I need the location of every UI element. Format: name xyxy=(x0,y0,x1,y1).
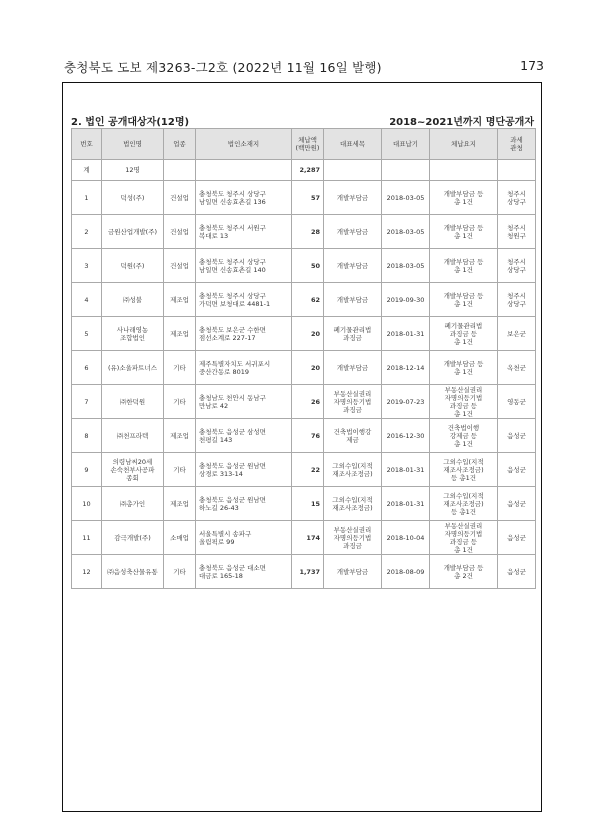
delinquent-amount: 76 xyxy=(292,419,324,453)
row-number: 5 xyxy=(72,317,102,351)
corp-address: 충청북도 음성군 원남면 하노길 26-43 xyxy=(196,487,292,521)
corp-address: 서울특별시 송파구 올림픽로 99 xyxy=(196,521,292,555)
delinquent-amount: 20 xyxy=(292,351,324,385)
corp-name: ㈜성불 xyxy=(102,283,164,317)
delinquency-summary: 건축법이행 강제금 등 총 1건 xyxy=(430,419,498,453)
delinquent-corporations-table xyxy=(71,128,536,589)
tax-item: 개발부담금 xyxy=(324,215,382,249)
due-date: 2019-07-23 xyxy=(382,385,430,419)
col-header: 대표세목 xyxy=(324,129,382,160)
col-header: 체납요지 xyxy=(430,129,498,160)
delinquent-amount: 1,737 xyxy=(292,555,324,589)
table-row xyxy=(72,249,536,283)
tax-office: 음성군 xyxy=(498,453,536,487)
delinquency-summary: 개발부담금 등 총 1건 xyxy=(430,283,498,317)
delinquent-amount: 50 xyxy=(292,249,324,283)
row-number: 12 xyxy=(72,555,102,589)
tax-office: 청주시 상당구 xyxy=(498,283,536,317)
row-number: 4 xyxy=(72,283,102,317)
corp-name: (유)소울파트너스 xyxy=(102,351,164,385)
row-number: 7 xyxy=(72,385,102,419)
table-row xyxy=(72,555,536,589)
col-header: 법인명 xyxy=(102,129,164,160)
tax-office: 영동군 xyxy=(498,385,536,419)
industry: 소매업 xyxy=(164,521,196,555)
table-row xyxy=(72,215,536,249)
tax-office: 보은군 xyxy=(498,317,536,351)
table-row xyxy=(72,487,536,521)
corp-address: 제주특별자치도 서귀포시 중산간동로 8019 xyxy=(196,351,292,385)
tax-item: 폐기물관리법 과징금 xyxy=(324,317,382,351)
delinquency-summary: 부동산실권리 자명의등기법 과징금 등 총 1건 xyxy=(430,385,498,419)
corp-name: ㈜한덕원 xyxy=(102,385,164,419)
tax-office: 음성군 xyxy=(498,419,536,453)
delinquent-amount: 57 xyxy=(292,181,324,215)
table-row xyxy=(72,521,536,555)
row-number: 11 xyxy=(72,521,102,555)
col-header: 번호 xyxy=(72,129,102,160)
due-date: 2016-12-30 xyxy=(382,419,430,453)
delinquency-summary: 개발부담금 등 총 1건 xyxy=(430,249,498,283)
tax-item: 그외수입(지적 재조사조정금) xyxy=(324,453,382,487)
due-date: 2018-01-31 xyxy=(382,317,430,351)
total-label: 계 xyxy=(72,160,102,181)
industry: 기타 xyxy=(164,555,196,589)
corp-address: 충청북도 음성군 대소면 대금로 165-18 xyxy=(196,555,292,589)
industry: 기타 xyxy=(164,385,196,419)
delinquency-summary: 그외수입(지적 재조사조정금) 등 총1건 xyxy=(430,487,498,521)
industry: 제조업 xyxy=(164,487,196,521)
col-header: 대표납기 xyxy=(382,129,430,160)
corp-address: 충청북도 음성군 삼성면 천평길 143 xyxy=(196,419,292,453)
row-number: 6 xyxy=(72,351,102,385)
due-date: 2019-09-30 xyxy=(382,283,430,317)
tax-office: 청주시 상당구 xyxy=(498,249,536,283)
page-header xyxy=(64,58,544,78)
section-title: 2. 법인 공개대상자(12명) xyxy=(71,117,190,128)
tax-item: 부동산실권리 자명의등기법 과징금 xyxy=(324,385,382,419)
tax-item: 개발부담금 xyxy=(324,351,382,385)
due-date: 2018-08-09 xyxy=(382,555,430,589)
tax-item: 개발부담금 xyxy=(324,283,382,317)
industry: 건설업 xyxy=(164,215,196,249)
industry: 건설업 xyxy=(164,181,196,215)
table-row xyxy=(72,351,536,385)
corp-name: 덕원(주) xyxy=(102,249,164,283)
corp-address: 충청북도 청주시 서원구 복대로 13 xyxy=(196,215,292,249)
tax-item: 개발부담금 xyxy=(324,181,382,215)
delinquency-summary: 개발부담금 등 총 1건 xyxy=(430,215,498,249)
tax-office: 옥천군 xyxy=(498,351,536,385)
col-header: 체납액 (백만원) xyxy=(292,129,324,160)
delinquency-summary: 개발부담금 등 총 1건 xyxy=(430,351,498,385)
total-row xyxy=(72,160,536,181)
corp-address: 충청북도 보은군 수한면 점선소계로 227-17 xyxy=(196,317,292,351)
delinquent-amount: 62 xyxy=(292,283,324,317)
corp-address: 충청북도 청주시 상당구 남일면 신송효촌길 140 xyxy=(196,249,292,283)
header-row xyxy=(72,129,536,160)
corp-name: 덕성(주) xyxy=(102,181,164,215)
total-amount: 2,287 xyxy=(292,160,324,181)
delinquency-summary: 폐기물관리법 과징금 등 총 1건 xyxy=(430,317,498,351)
due-date: 2018-03-05 xyxy=(382,215,430,249)
tax-item: 개발부담금 xyxy=(324,249,382,283)
industry: 제조업 xyxy=(164,419,196,453)
due-date: 2018-01-31 xyxy=(382,487,430,521)
row-number: 3 xyxy=(72,249,102,283)
col-header: 업종 xyxy=(164,129,196,160)
corp-address: 충청북도 청주시 상당구 가덕면 보청대로 4481-1 xyxy=(196,283,292,317)
col-header: 법인소재지 xyxy=(196,129,292,160)
table-row xyxy=(72,317,536,351)
row-number: 10 xyxy=(72,487,102,521)
due-date: 2018-03-05 xyxy=(382,181,430,215)
corp-name: 의령남씨20세 손숙천부사공파 종회 xyxy=(102,453,164,487)
tax-item: 부동산실권리 자명의등기법 과징금 xyxy=(324,521,382,555)
tax-item: 그외수입(지적 재조사조정금) xyxy=(324,487,382,521)
delinquent-amount: 28 xyxy=(292,215,324,249)
due-date: 2018-12-14 xyxy=(382,351,430,385)
delinquency-summary: 부동산실권리 자명의등기법 과징금 등 총 1건 xyxy=(430,521,498,555)
tax-office: 음성군 xyxy=(498,521,536,555)
table-row xyxy=(72,419,536,453)
corp-name: 사나래영농 조합법인 xyxy=(102,317,164,351)
corp-name: 금원산업개발(주) xyxy=(102,215,164,249)
delinquency-summary: 개발부담금 등 총 1건 xyxy=(430,181,498,215)
due-date: 2018-01-31 xyxy=(382,453,430,487)
page-number: 173 xyxy=(520,58,544,73)
tax-office: 청주시 청원구 xyxy=(498,215,536,249)
industry: 건설업 xyxy=(164,249,196,283)
table-row xyxy=(72,181,536,215)
tax-office: 청주시 상당구 xyxy=(498,181,536,215)
corp-name: ㈜천프라텍 xyxy=(102,419,164,453)
section-subtitle: 2018~2021년까지 명단공개자 xyxy=(389,117,534,128)
industry: 제조업 xyxy=(164,283,196,317)
delinquency-summary: 그외수입(지적 재조사조정금) 등 총1건 xyxy=(430,453,498,487)
tax-office: 음성군 xyxy=(498,555,536,589)
row-number: 8 xyxy=(72,419,102,453)
corp-name: ㈜총가인 xyxy=(102,487,164,521)
total-count: 12명 xyxy=(102,160,164,181)
delinquent-amount: 26 xyxy=(292,385,324,419)
corp-address: 충청북도 음성군 원남면 상경로 313-14 xyxy=(196,453,292,487)
gazette-title: 충청북도 도보 제3263-그2호 (2022년 11월 16일 발행) xyxy=(64,60,382,75)
due-date: 2018-03-05 xyxy=(382,249,430,283)
corp-name: ㈜음성축산물유통 xyxy=(102,555,164,589)
tax-item: 개발부담금 xyxy=(324,555,382,589)
industry: 제조업 xyxy=(164,317,196,351)
delinquency-summary: 개발부담금 등 총 2건 xyxy=(430,555,498,589)
delinquent-amount: 20 xyxy=(292,317,324,351)
col-header: 과세 관청 xyxy=(498,129,536,160)
table-row xyxy=(72,453,536,487)
table-row xyxy=(72,385,536,419)
row-number: 2 xyxy=(72,215,102,249)
delinquent-amount: 174 xyxy=(292,521,324,555)
row-number: 1 xyxy=(72,181,102,215)
table-row xyxy=(72,283,536,317)
corp-address: 충청북도 청주시 상당구 남일면 신송효촌길 136 xyxy=(196,181,292,215)
corp-name: 감극개발(주) xyxy=(102,521,164,555)
industry: 기타 xyxy=(164,351,196,385)
industry: 기타 xyxy=(164,453,196,487)
tax-item: 건축법이행강 제금 xyxy=(324,419,382,453)
row-number: 9 xyxy=(72,453,102,487)
delinquent-amount: 22 xyxy=(292,453,324,487)
delinquent-amount: 15 xyxy=(292,487,324,521)
tax-office: 음성군 xyxy=(498,487,536,521)
due-date: 2018-10-04 xyxy=(382,521,430,555)
corp-address: 충청남도 천안시 동남구 만남로 42 xyxy=(196,385,292,419)
